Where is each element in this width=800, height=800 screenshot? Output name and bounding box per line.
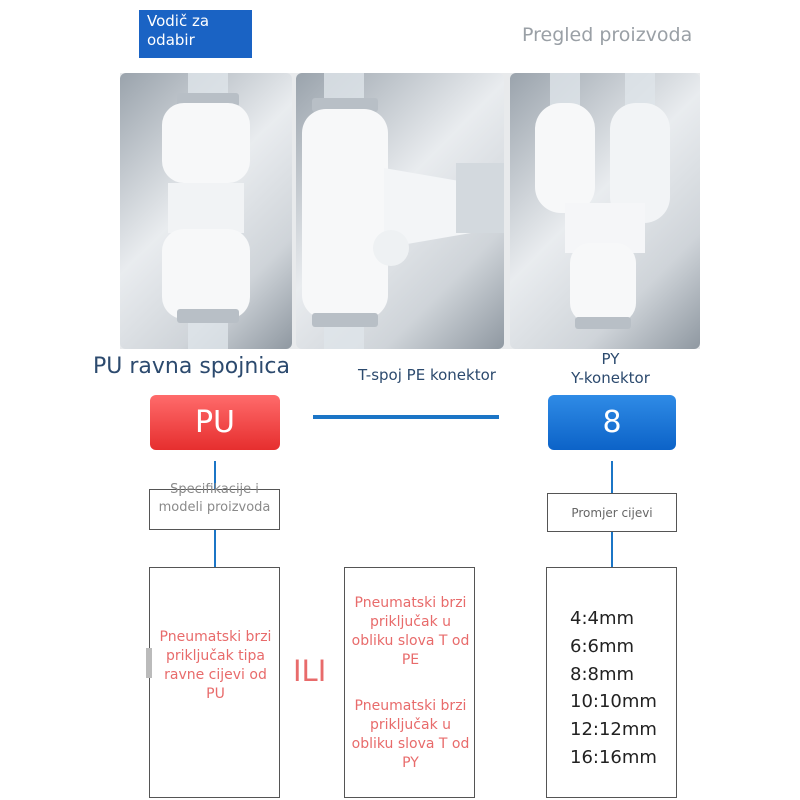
- tee-description-box: [344, 567, 475, 798]
- py-label-line2: Y-konektor: [571, 369, 650, 387]
- size-item: 10:10mm: [570, 691, 657, 713]
- product-overview-title: Pregled proizvoda: [522, 24, 693, 46]
- size-item: 4:4mm: [570, 608, 635, 629]
- spec-text: Specifikacije i modeli proizvoda: [158, 482, 271, 515]
- or-text: ILI: [293, 654, 327, 688]
- diameter-connector-line: [611, 532, 613, 567]
- py-product-label: [548, 350, 673, 388]
- py-y-connector-photo: [510, 73, 700, 349]
- spec-connector-line: [214, 530, 216, 567]
- pu-model-pill: PU: [150, 395, 280, 450]
- py-description: Pneumatski brzi priključak u obliku slova T od PY: [351, 698, 470, 771]
- selection-guide-badge: Vodič za odabir: [139, 10, 252, 58]
- box-edge-mark: [146, 648, 152, 678]
- pu-product-label: PU ravna spojnica: [93, 354, 290, 379]
- size-connector-line: [611, 461, 613, 493]
- pe-tee-connector-photo: [296, 73, 504, 349]
- tee-product-label: T-spoj PE konektor: [358, 366, 496, 384]
- size-item: 8:8mm: [570, 663, 635, 685]
- pu-straight-connector-photo: [120, 73, 292, 349]
- tube-diameter-box: [547, 493, 677, 532]
- size-item: 12:12mm: [570, 719, 657, 741]
- size-item: 6:6mm: [570, 635, 635, 657]
- pu-description: Pneumatski brzi priključak tipa ravne cijevi od PU: [159, 629, 272, 702]
- pe-description: Pneumatski brzi priključak u obliku slova T od PE: [351, 595, 470, 668]
- product-photo-strip: [120, 73, 700, 349]
- tube-diameter-text: Promjer cijevi: [571, 505, 653, 520]
- size-item: 16:16mm: [570, 746, 657, 768]
- pu-description-box: [149, 567, 280, 798]
- size-list: [570, 605, 657, 772]
- size-pill: 8: [548, 395, 676, 450]
- py-label-line1: PY: [601, 350, 620, 368]
- selector-connector-line: [313, 415, 499, 419]
